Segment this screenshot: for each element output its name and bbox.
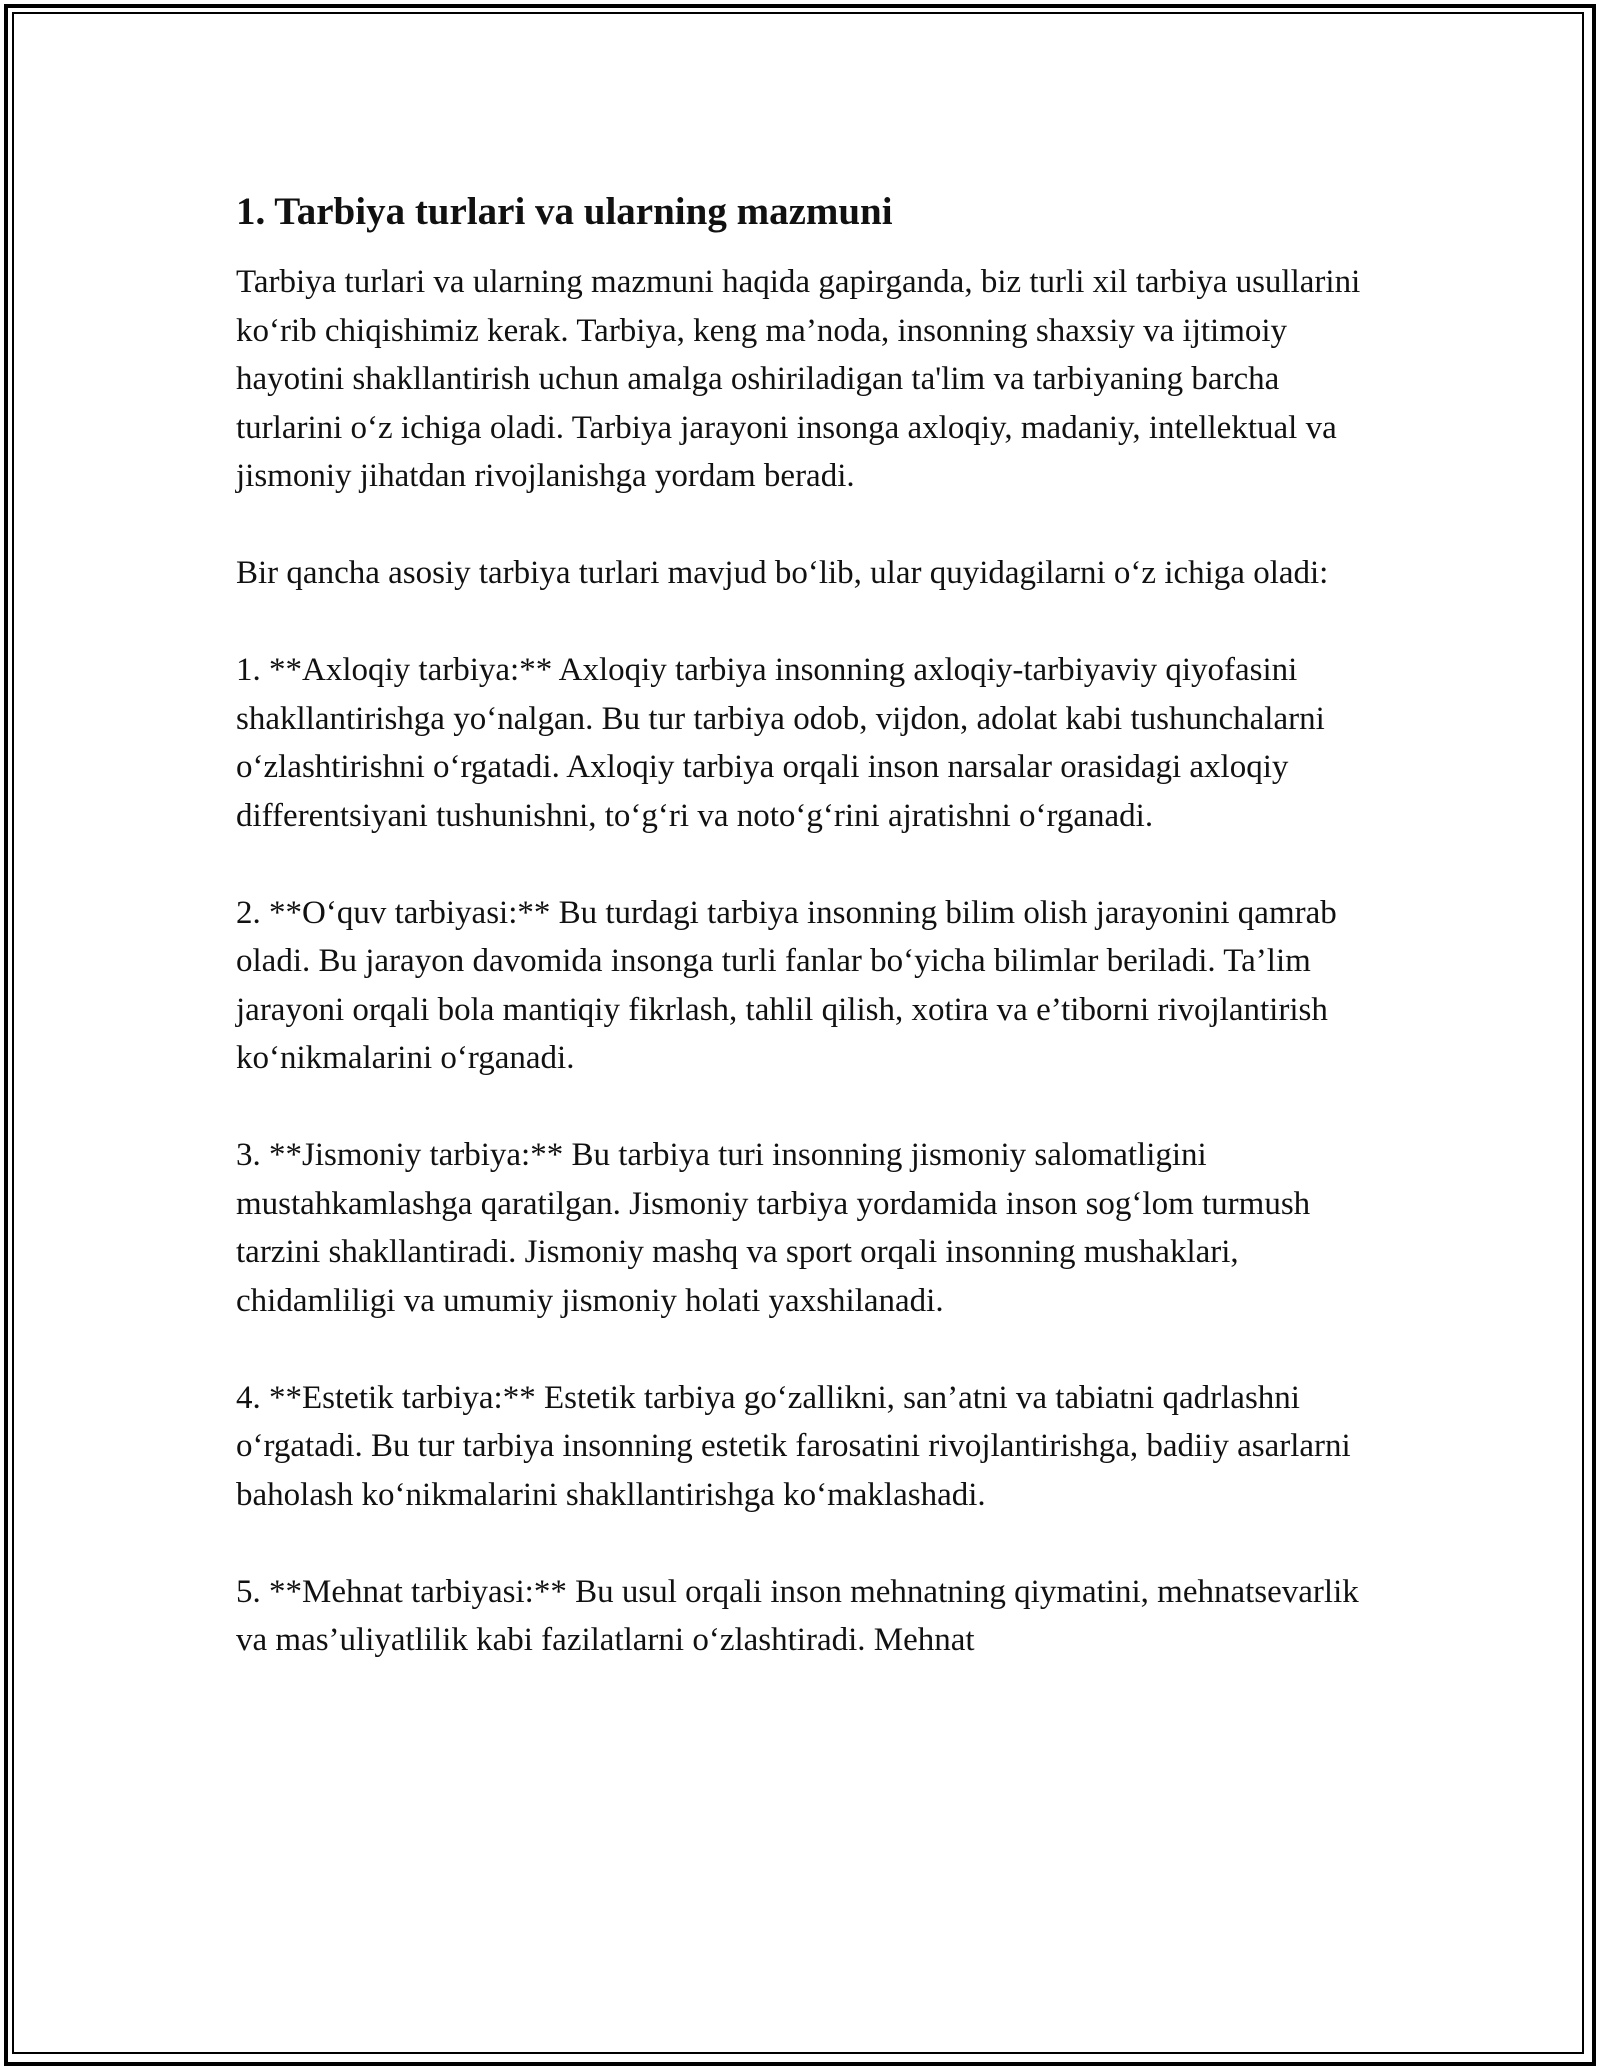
paragraph-physical-education: 3. **Jismoniy tarbiya:** Bu tarbiya turi insonning jismoniy salomatligini mustahkamlashga qaratilgan. Jismoniy tarbiya yordamida inson sog‘lom turmush tarzini shakllantiradi. Jismoniy mashq va sport orqali insonning mushaklari, chidamliligi va umumiy jismoniy holati yaxshilanadi. [236,1137,1311,1319]
paragraph-learning-education: 2. **O‘quv tarbiyasi:** Bu turdagi tarbiya insonning bilim olish jarayonini qamrab oladi. Bu jarayon davomida insonga turli fanlar bo‘yicha bilimlar beriladi. Ta’lim jarayoni orqali bola mantiqiy fikrlash, tahlil qilish, xotira va e’tiborni rivojlantirish ko‘nikmalarini o‘rganadi. [236,894,1337,1076]
paragraph-aesthetic-education: 4. **Estetik tarbiya:** Estetik tarbiya go‘zallikni, san’atni va tabiatni qadrlashni o‘rgatadi. Bu tur tarbiya insonning estetik farosatini rivojlantirishga, badiiy asarlarni baholash ko‘nikmalarini shakllantirishga ko‘maklashadi. [236,1379,1351,1513]
paragraph-labor-education: 5. **Mehnat tarbiyasi:** Bu usul orqali inson mehnatning qiymatini, mehnatsevarlik va mas’uliyatlilik kabi fazilatlarni o‘zlashtiradi. Mehnat [236,1573,1359,1658]
paragraph-moral-education: 1. **Axloqiy tarbiya:** Axloqiy tarbiya insonning axloqiy-tarbiyaviy qiyofasini shakllantirishga yo‘nalgan. Bu tur tarbiya odob, vijdon, adolat kabi tushunchalarni o‘zlashtirishni o‘rgatadi. Axloqiy tarbiya orqali inson narsalar orasidagi axloqiy differentsiyani tushunishni, to‘g‘ri va noto‘g‘rini ajratishni o‘rganadi. [236,652,1325,834]
paragraph-intro: Tarbiya turlari va ularning mazmuni haqida gapirganda, biz turli xil tarbiya usullarini ko‘rib chiqishimiz kerak. Tarbiya, keng ma’noda, insonning shaxsiy va ijtimoiy hayotini shakllantirish uchun amalga oshiriladigan ta'lim va tarbiyaning barcha turlarini o‘z ichiga oladi. Tarbiya jarayoni insonga axloqiy, madaniy, intellektual va jismoniy jihatdan rivojlanishga yordam beradi. [236,264,1361,494]
document-body [236,188,1366,1713]
paragraph-types-lead: Bir qancha asosiy tarbiya turlari mavjud bo‘lib, ular quyidagilarni o‘z ichiga oladi: [236,555,1329,591]
section-heading: 1. Tarbiya turlari va ularning mazmuni [236,190,893,233]
